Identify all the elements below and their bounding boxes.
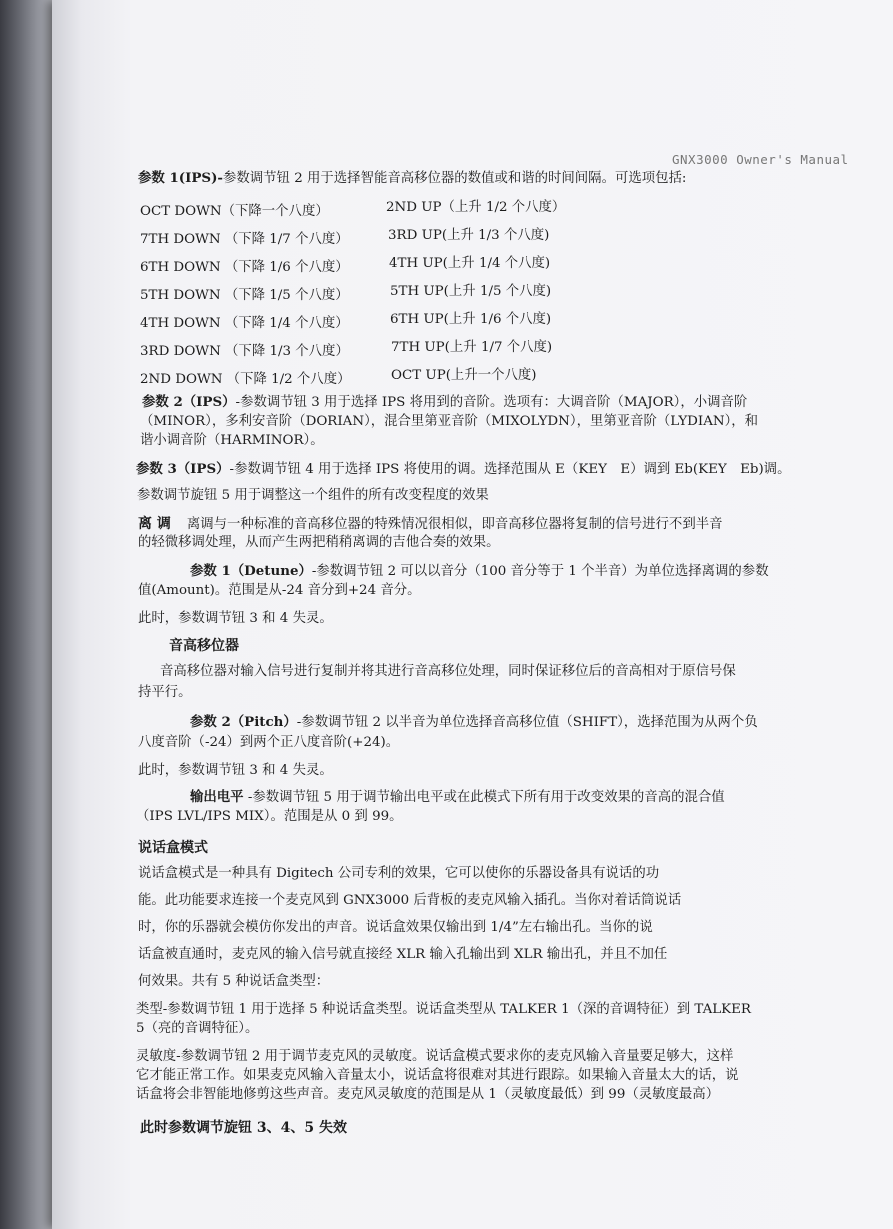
option-left: 2ND DOWN （下降 1/2 个八度） xyxy=(140,372,351,387)
option-right: 2ND UP（上升 1/2 个八度） xyxy=(386,200,566,215)
page-header: GNX3000 Owner's Manual xyxy=(672,152,849,167)
ips-param2-line1: 参数 2（IPS）-参数调节钮 3 用于选择 IPS 将用到的音阶。选项有：大调音阶（MAJOR），小调音阶 xyxy=(142,394,748,410)
manual-page xyxy=(52,0,893,1229)
talker-type-line2: 5（亮的音调特征）。 xyxy=(136,1021,259,1036)
option-right: 3RD UP(上升 1/3 个八度) xyxy=(388,228,550,243)
ips-param1-line: 参数 1(IPS)-参数调节钮 2 用于选择智能音高移位器的数值或和谐的时间间隔。可选项包括: xyxy=(138,170,687,186)
option-right: 4TH UP(上升 1/4 个八度) xyxy=(389,256,551,271)
talker-line: 时，你的乐器就会模仿你发出的声音。说话盒效果仅输出到 1/4”左右输出孔。当你的说 xyxy=(138,920,653,935)
option-left: 3RD DOWN （下降 1/3 个八度） xyxy=(140,344,349,359)
pitch-line2: 持平行。 xyxy=(138,685,192,700)
talker-type-line1: 类型-参数调节钮 1 用于选择 5 种说话盒类型。说话盒类型从 TALKER 1（深的音调特征）到 TALKER xyxy=(136,1002,752,1017)
pitch-line1: 音高移位器对输入信号进行复制并将其进行音高移位处理，同时保证移位后的音高相对于原信号保 xyxy=(160,664,736,679)
option-left: 7TH DOWN （下降 1/7 个八度） xyxy=(140,232,349,247)
detune-note: 此时，参数调节钮 3 和 4 失灵。 xyxy=(138,611,333,626)
ips-param3-line: 参数 3（IPS）-参数调节钮 4 用于选择 IPS 将使用的调。选择范围从 E（KEY E）调到 Eb(KEY Eb)调。 xyxy=(136,461,791,477)
option-right: 5TH UP(上升 1/5 个八度) xyxy=(390,284,552,299)
detune-line1: 离 调 离调与一种标准的音高移位器的特殊情况很相似，即音高移位器将复制的信号进行不到半音 xyxy=(138,516,723,532)
detune-param1-line1: 参数 1（Detune）-参数调节钮 2 可以以音分（100 音分等于 1 个半音）为单位选择离调的参数 xyxy=(190,563,769,579)
talker-title: 说话盒模式 xyxy=(138,840,208,856)
detune-param1-line2: 值(Amount)。范围是从-24 音分到+24 音分。 xyxy=(138,583,421,598)
pitch-param2-line1: 参数 2（Pitch）-参数调节钮 2 以半音为单位选择音高移位值（SHIFT），选择范围为从两个负 xyxy=(190,714,758,730)
talker-line: 说话盒模式是一种具有 Digitech 公司专利的效果，它可以使你的乐器设备具有说话的功 xyxy=(138,866,660,881)
talker-footer-note: 此时参数调节旋钮 3、4、5 失效 xyxy=(140,1120,347,1136)
pitch-title: 音高移位器 xyxy=(169,638,239,654)
option-left: 4TH DOWN （下降 1/4 个八度） xyxy=(140,316,349,331)
option-left: 6TH DOWN （下降 1/6 个八度） xyxy=(140,260,349,275)
ips-param2-line3: 谐小调音阶（HARMINOR）。 xyxy=(140,433,324,448)
talker-sens-line1: 灵敏度-参数调节钮 2 用于调节麦克风的灵敏度。说话盒模式要求你的麦克风输入音量要足够大，这样 xyxy=(136,1049,734,1064)
option-right: 7TH UP(上升 1/7 个八度) xyxy=(391,340,553,355)
detune-title: 离 调 xyxy=(138,516,171,532)
pitch-param2-line2: 八度音阶（-24）到两个正八度音阶(+24)。 xyxy=(138,735,400,750)
option-right: 6TH UP(上升 1/6 个八度) xyxy=(390,312,552,327)
book-binding-shadow xyxy=(0,0,60,1229)
option-right: OCT UP(上升一个八度) xyxy=(391,368,537,383)
detune-line2: 的轻微移调处理，从而产生两把稍稍离调的吉他合奏的效果。 xyxy=(138,535,500,550)
talker-sens-line2: 它才能正常工作。如果麦克风输入音量太小，说话盒将很难对其进行跟踪。如果输入音量太大的话，说 xyxy=(136,1068,739,1083)
option-left: OCT DOWN（下降一个八度） xyxy=(140,204,329,219)
pitch-note: 此时，参数调节钮 3 和 4 失灵。 xyxy=(138,763,333,778)
talker-line: 何效果。共有 5 种说话盒类型： xyxy=(138,974,330,989)
pitch-output-line1: 输出电平 -参数调节钮 5 用于调节输出电平或在此模式下所有用于改变效果的音高的混合值 xyxy=(190,789,725,805)
ips-param5-line: 参数调节旋钮 5 用于调整这一个组件的所有改变程度的效果 xyxy=(137,488,489,503)
pitch-output-line2: （IPS LVL/IPS MIX）。范围是从 0 到 99。 xyxy=(136,809,403,824)
talker-line: 话盒被直通时，麦克风的输入信号就直接经 XLR 输入孔输出到 XLR 输出孔，并且不加任 xyxy=(138,947,668,962)
talker-sens-line3: 话盒将会非智能地修剪这些声音。麦克风灵敏度的范围是从 1（灵敏度最低）到 99（灵敏度最高） xyxy=(136,1087,720,1102)
ips-param2-line2: （MINOR），多利安音阶（DORIAN），混合里第亚音阶（MIXOLYDN），里第亚音阶（LYDIAN），和 xyxy=(140,414,759,429)
option-left: 5TH DOWN （下降 1/5 个八度） xyxy=(140,288,349,303)
talker-line: 能。此功能要求连接一个麦克风到 GNX3000 后背板的麦克风输入插孔。当你对着话筒说话 xyxy=(138,893,682,908)
